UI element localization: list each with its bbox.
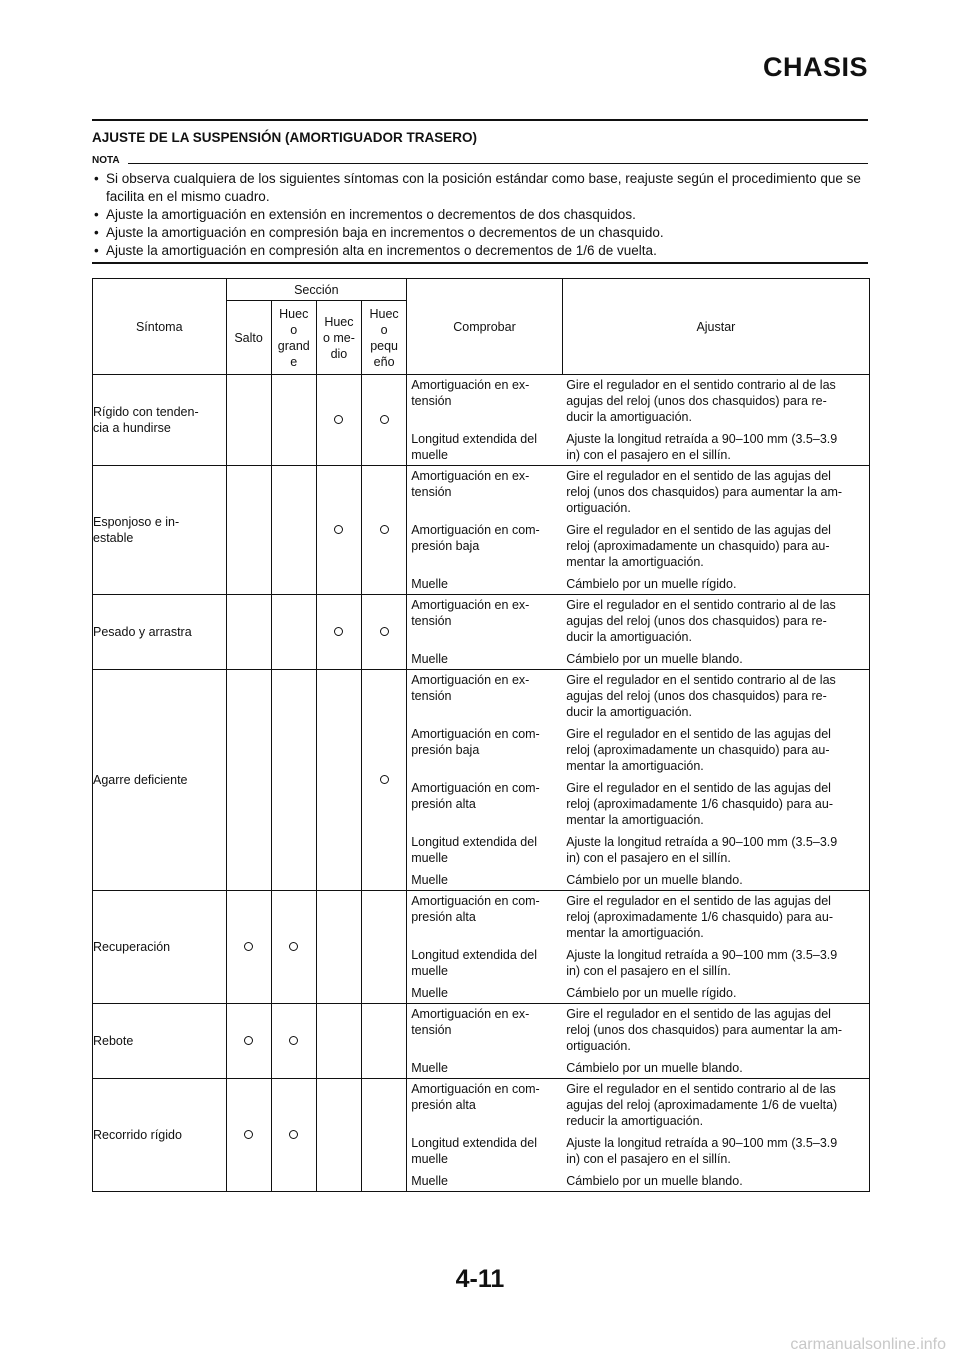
check-adjust-pair — [407, 983, 869, 1003]
section-mark-cell — [362, 891, 407, 1004]
check-adjust-cell — [407, 595, 870, 670]
check-text: Amortiguación en com- presión baja — [411, 523, 540, 553]
check-adjust-pair — [407, 832, 869, 868]
table-row — [93, 466, 870, 595]
circle-mark-icon — [289, 1036, 298, 1045]
check-text: Longitud extendida del muelle — [411, 432, 537, 462]
section-mark-cell — [271, 1004, 316, 1079]
adjust-text: Gire el regulador en el sentido de las agujas del reloj (aproximadamente un chasquido) para au- mentar la amortiguación. — [566, 727, 831, 773]
check-adjust-pair — [407, 429, 869, 465]
check-adjust-pair — [407, 1004, 869, 1056]
section-mark-cell — [316, 375, 361, 466]
page-number: 4-11 — [455, 1265, 505, 1293]
circle-mark-icon — [244, 942, 253, 951]
nota-item: • Ajuste la amortiguación en extensión en incrementos o decrementos de dos chasquidos. — [92, 206, 868, 224]
header-hueco-medio: Huec o me- dio — [316, 301, 361, 375]
check-adjust-pair — [407, 891, 869, 943]
section-mark-cell — [316, 1079, 361, 1192]
nota-end-rule — [92, 262, 868, 264]
circle-mark-icon — [244, 1130, 253, 1139]
check-adjust-pair — [407, 595, 869, 647]
suspension-adjustment-table — [92, 278, 870, 1192]
check-text: Longitud extendida del muelle — [411, 948, 537, 978]
adjust-text: Gire el regulador en el sentido contrario al de las agujas del reloj (aproximadamente 1/6 de vuelta) reducir la amortiguación. — [566, 1082, 838, 1128]
section-mark-cell — [226, 891, 271, 1004]
section-mark-cell — [271, 891, 316, 1004]
check-text: Amortiguación en com- presión alta — [411, 781, 540, 811]
check-adjust-pair — [407, 574, 869, 594]
check-adjust-cell — [407, 670, 870, 891]
section-mark-cell — [362, 670, 407, 891]
check-adjust-pair — [407, 1079, 869, 1131]
circle-mark-icon — [380, 775, 389, 784]
header-check: Comprobar — [407, 279, 563, 375]
adjust-text: Gire el regulador en el sentido de las agujas del reloj (unos dos chasquidos) para aumentar la am- ortiguación. — [566, 469, 843, 515]
adjust-text: Gire el regulador en el sentido contrario al de las agujas del reloj (unos dos chasquidos) para re- ducir la amortiguación. — [566, 598, 836, 644]
header-rule — [92, 119, 868, 121]
check-text: Amortiguación en com- presión alta — [411, 1082, 540, 1112]
check-adjust-pair — [407, 1133, 869, 1169]
section-mark-cell — [362, 375, 407, 466]
section-mark-cell — [316, 891, 361, 1004]
table-row — [93, 595, 870, 670]
check-adjust-cell — [407, 891, 870, 1004]
check-text: Amortiguación en com- presión baja — [411, 727, 540, 757]
header-adjust: Ajustar — [562, 279, 869, 375]
section-mark-cell — [362, 1004, 407, 1079]
check-adjust-pair — [407, 1058, 869, 1078]
header-section: Sección — [226, 279, 407, 301]
section-mark-cell — [362, 1079, 407, 1192]
table-row — [93, 1079, 870, 1192]
header-salto: Salto — [226, 301, 271, 375]
section-mark-cell — [271, 670, 316, 891]
section-mark-cell — [271, 466, 316, 595]
symptom-cell: Esponjoso e in- estable — [93, 466, 227, 595]
check-text: Amortiguación en ex- tensión — [411, 1007, 530, 1037]
check-adjust-cell — [407, 375, 870, 466]
check-text: Muelle — [411, 1174, 449, 1188]
circle-mark-icon — [380, 627, 389, 636]
circle-mark-icon — [380, 525, 389, 534]
table-row — [93, 670, 870, 891]
nota-list — [92, 170, 868, 260]
adjust-text: Gire el regulador en el sentido de las agujas del reloj (aproximadamente un chasquido) para au- mentar la amortiguación. — [566, 523, 831, 569]
watermark: carmanualsonline.info — [790, 1336, 946, 1353]
circle-mark-icon — [244, 1036, 253, 1045]
table-body — [93, 375, 870, 1192]
section-mark-cell — [316, 1004, 361, 1079]
check-adjust-pair — [407, 520, 869, 572]
adjust-text: Gire el regulador en el sentido de las agujas del reloj (aproximadamente 1/6 chasquido) para au- mentar la amortiguación. — [566, 781, 834, 827]
check-text: Muelle — [411, 577, 449, 591]
adjust-text: Cámbielo por un muelle rígido. — [566, 986, 737, 1000]
section-mark-cell — [316, 595, 361, 670]
section-mark-cell — [226, 1079, 271, 1192]
symptom-cell: Rebote — [93, 1004, 227, 1079]
nota-item: • Ajuste la amortiguación en compresión baja en incrementos o decrementos de un chasquido. — [92, 224, 868, 242]
adjust-text: Ajuste la longitud retraída a 90–100 mm (3.5–3.9 in) con el pasajero en el sillín. — [566, 432, 838, 462]
adjust-text: Ajuste la longitud retraída a 90–100 mm (3.5–3.9 in) con el pasajero en el sillín. — [566, 948, 838, 978]
section-mark-cell — [226, 1004, 271, 1079]
check-adjust-pair — [407, 466, 869, 518]
symptom-cell: Recorrido rígido — [93, 1079, 227, 1192]
symptom-cell: Recuperación — [93, 891, 227, 1004]
symptom-cell: Pesado y arrastra — [93, 595, 227, 670]
adjust-text: Cámbielo por un muelle blando. — [566, 652, 743, 666]
section-mark-cell — [316, 670, 361, 891]
table-row — [93, 375, 870, 466]
section-mark-cell — [362, 466, 407, 595]
page-heading: AJUSTE DE LA SUSPENSIÓN (AMORTIGUADOR TRASERO) — [92, 130, 478, 145]
check-text: Amortiguación en ex- tensión — [411, 673, 530, 703]
check-text: Muelle — [411, 1061, 449, 1075]
adjust-text: Gire el regulador en el sentido de las agujas del reloj (unos dos chasquidos) para aumentar la am- ortiguación. — [566, 1007, 843, 1053]
check-text: Longitud extendida del muelle — [411, 1136, 537, 1166]
check-adjust-cell — [407, 1004, 870, 1079]
header-symptom: Síntoma — [93, 279, 227, 375]
section-mark-cell — [226, 375, 271, 466]
check-text: Muelle — [411, 873, 449, 887]
check-text: Longitud extendida del muelle — [411, 835, 537, 865]
section-mark-cell — [226, 670, 271, 891]
nota-label: NOTA — [92, 155, 120, 166]
circle-mark-icon — [289, 942, 298, 951]
adjust-text: Ajuste la longitud retraída a 90–100 mm (3.5–3.9 in) con el pasajero en el sillín. — [566, 835, 838, 865]
adjust-text: Cámbielo por un muelle blando. — [566, 873, 743, 887]
check-adjust-pair — [407, 1171, 869, 1191]
check-text: Amortiguación en ex- tensión — [411, 469, 530, 499]
adjust-text: Cámbielo por un muelle blando. — [566, 1174, 743, 1188]
check-text: Amortiguación en ex- tensión — [411, 378, 530, 408]
circle-mark-icon — [334, 415, 343, 424]
circle-mark-icon — [334, 627, 343, 636]
section-title: CHASIS — [762, 52, 868, 82]
section-mark-cell — [362, 595, 407, 670]
section-mark-cell — [226, 595, 271, 670]
header-hueco-pequeno: Huec o pequ eño — [362, 301, 407, 375]
circle-mark-icon — [289, 1130, 298, 1139]
check-adjust-pair — [407, 649, 869, 669]
check-adjust-pair — [407, 870, 869, 890]
section-mark-cell — [271, 1079, 316, 1192]
nota-header — [92, 155, 868, 169]
check-text: Amortiguación en ex- tensión — [411, 598, 530, 628]
adjust-text: Cámbielo por un muelle rígido. — [566, 577, 737, 591]
section-mark-cell — [271, 375, 316, 466]
check-adjust-pair — [407, 375, 869, 427]
check-text: Muelle — [411, 652, 449, 666]
check-adjust-pair — [407, 778, 869, 830]
symptom-cell: Agarre deficiente — [93, 670, 227, 891]
circle-mark-icon — [380, 415, 389, 424]
table-row — [93, 891, 870, 1004]
check-adjust-pair — [407, 724, 869, 776]
circle-mark-icon — [334, 525, 343, 534]
table-row — [93, 1004, 870, 1079]
adjust-text: Gire el regulador en el sentido de las agujas del reloj (aproximadamente 1/6 chasquido) para au- mentar la amortiguación. — [566, 894, 834, 940]
adjust-text: Ajuste la longitud retraída a 90–100 mm (3.5–3.9 in) con el pasajero en el sillín. — [566, 1136, 838, 1166]
symptom-cell: Rígido con tenden- cia a hundirse — [93, 375, 227, 466]
section-mark-cell — [271, 595, 316, 670]
check-adjust-cell — [407, 466, 870, 595]
section-mark-cell — [316, 466, 361, 595]
check-adjust-cell — [407, 1079, 870, 1192]
nota-item: • Ajuste la amortiguación en compresión alta en incrementos o decrementos de 1/6 de vuelta. — [92, 242, 868, 260]
check-text: Muelle — [411, 986, 449, 1000]
adjust-text: Gire el regulador en el sentido contrario al de las agujas del reloj (unos dos chasquidos) para re- ducir la amortiguación. — [566, 673, 836, 719]
adjust-text: Gire el regulador en el sentido contrario al de las agujas del reloj (unos dos chasquidos) para re- ducir la amortiguación. — [566, 378, 836, 424]
section-mark-cell — [226, 466, 271, 595]
nota-item: • Si observa cualquiera de los siguientes síntomas con la posición estándar como base, reajuste según el procedimiento que se facilita en el mismo cuadro. — [92, 170, 868, 206]
header-hueco-grande: Huec o grand e — [271, 301, 316, 375]
adjust-text: Cámbielo por un muelle blando. — [566, 1061, 743, 1075]
check-adjust-pair — [407, 945, 869, 981]
nota-divider — [128, 163, 868, 164]
check-text: Amortiguación en com- presión alta — [411, 894, 540, 924]
check-adjust-pair — [407, 670, 869, 722]
